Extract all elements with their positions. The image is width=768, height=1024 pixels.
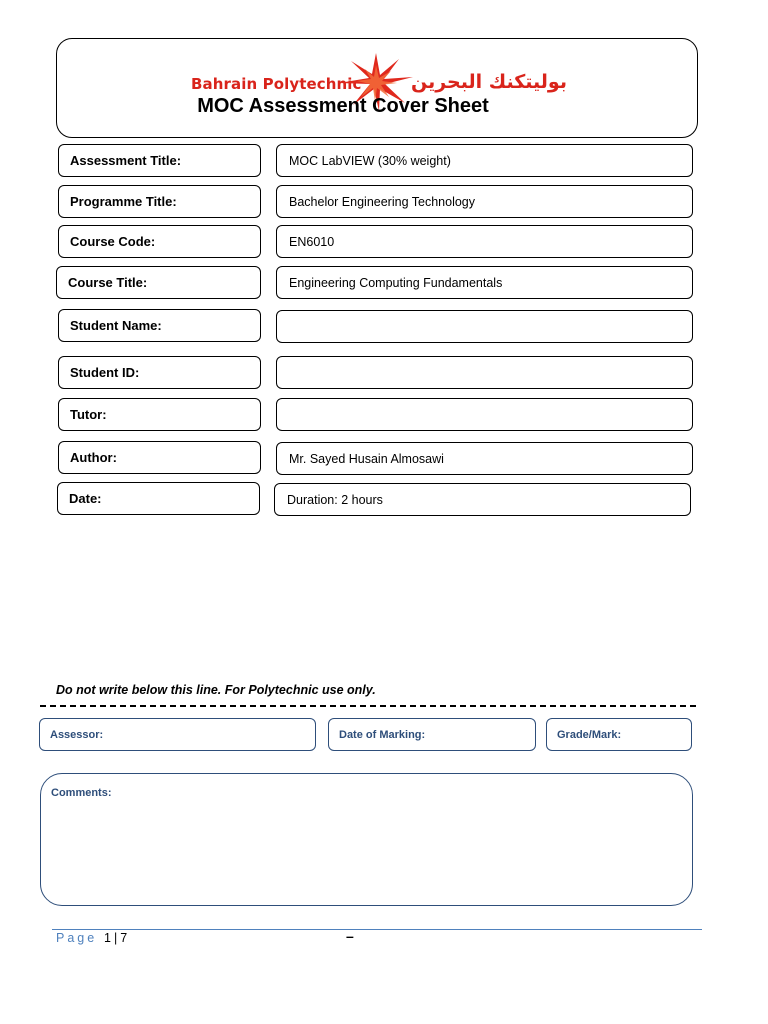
label-author: Author: — [58, 441, 261, 474]
comments-field[interactable] — [40, 773, 693, 906]
value-date[interactable]: Duration: 2 hours — [274, 483, 691, 516]
label-date: Date: — [57, 482, 260, 515]
brand-name-english: Bahrain Polytechnic — [191, 75, 362, 93]
label-course-code: Course Code: — [58, 225, 261, 258]
footer-divider — [52, 929, 702, 930]
value-student-id[interactable] — [276, 356, 693, 389]
value-tutor[interactable] — [276, 398, 693, 431]
office-use-note: Do not write below this line. For Polytechnic use only. — [56, 683, 376, 697]
date-of-marking-field[interactable]: Date of Marking: — [328, 718, 536, 751]
label-tutor: Tutor: — [58, 398, 261, 431]
header-box — [56, 38, 698, 138]
brand-name-arabic: بوليتكنك البحرين — [411, 71, 567, 93]
footer-center-mark: – — [346, 928, 354, 944]
label-student-id: Student ID: — [58, 356, 261, 389]
sheet-title: MOC Assessment Cover Sheet — [197, 95, 489, 117]
page-separator: | — [113, 931, 118, 945]
assessor-field[interactable]: Assessor: — [39, 718, 316, 751]
label-course-title: Course Title: — [56, 266, 261, 299]
page-current: 1 — [104, 931, 111, 945]
label-programme-title: Programme Title: — [58, 185, 261, 218]
comments-label: Comments: — [51, 787, 112, 799]
page-number — [104, 931, 127, 945]
page-total: 7 — [120, 931, 128, 945]
value-student-name[interactable] — [276, 310, 693, 343]
grade-mark-field[interactable]: Grade/Mark: — [546, 718, 692, 751]
label-assessment-title: Assessment Title: — [58, 144, 261, 177]
value-programme-title[interactable]: Bachelor Engineering Technology — [276, 185, 693, 218]
value-assessment-title[interactable]: MOC LabVIEW (30% weight) — [276, 144, 693, 177]
label-student-name: Student Name: — [58, 309, 261, 342]
page-word: Page — [56, 931, 98, 945]
value-author[interactable]: Mr. Sayed Husain Almosawi — [276, 442, 693, 475]
value-course-code[interactable]: EN6010 — [276, 225, 693, 258]
cut-line-divider — [40, 705, 696, 707]
brand-row — [57, 53, 697, 93]
value-course-title[interactable]: Engineering Computing Fundamentals — [276, 266, 693, 299]
